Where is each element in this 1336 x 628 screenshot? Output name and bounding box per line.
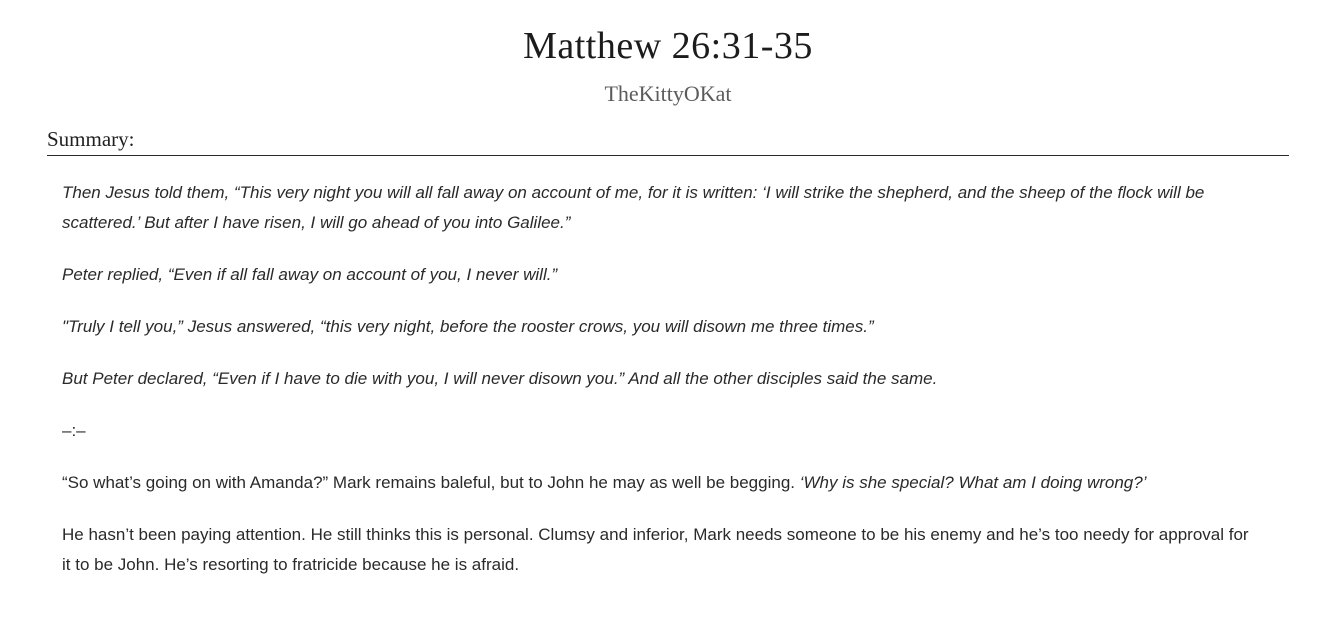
summary-paragraph: "Truly I tell you,” Jesus answered, “this very night, before the rooster crows, you will disown me three times.” (62, 316, 874, 336)
summary-paragraph: Then Jesus told them, “This very night you will all fall away on account of me, for it is written: ‘I will strike the shepherd, and the sheep of the flock will be scattered.’ But after I have risen, I will go ahead of you into Galilee.” (62, 182, 1205, 232)
byline (47, 81, 1289, 107)
story-paragraph-inner-thought: ‘Why is she special? What am I doing wrong?’ (799, 472, 1147, 492)
story-paragraph: He hasn’t been paying attention. He still thinks this is personal. Clumsy and inferior, Mark needs someone to be his enemy and he’s too needy for approval for it to be John. He’s resorting to fratricide because he is afraid. (62, 524, 1249, 574)
summary-paragraph: Peter replied, “Even if all fall away on account of you, I never will.” (62, 264, 558, 284)
summary-heading: Summary: (47, 127, 1289, 156)
story-paragraph-text: “So what’s going on with Amanda?” Mark remains baleful, but to John he may as well be begging. (62, 472, 800, 492)
summary-paragraph: But Peter declared, “Even if I have to die with you, I will never disown you.” And all the other disciples said the same. (62, 368, 938, 388)
story-paragraph (62, 468, 1257, 498)
work-content (62, 178, 1257, 580)
work-title: Matthew 26:31-35 (523, 25, 813, 67)
author-link[interactable]: TheKittyOKat (604, 80, 732, 106)
summary-blockquote (62, 178, 1257, 394)
scene-divider: –:– (62, 420, 86, 440)
